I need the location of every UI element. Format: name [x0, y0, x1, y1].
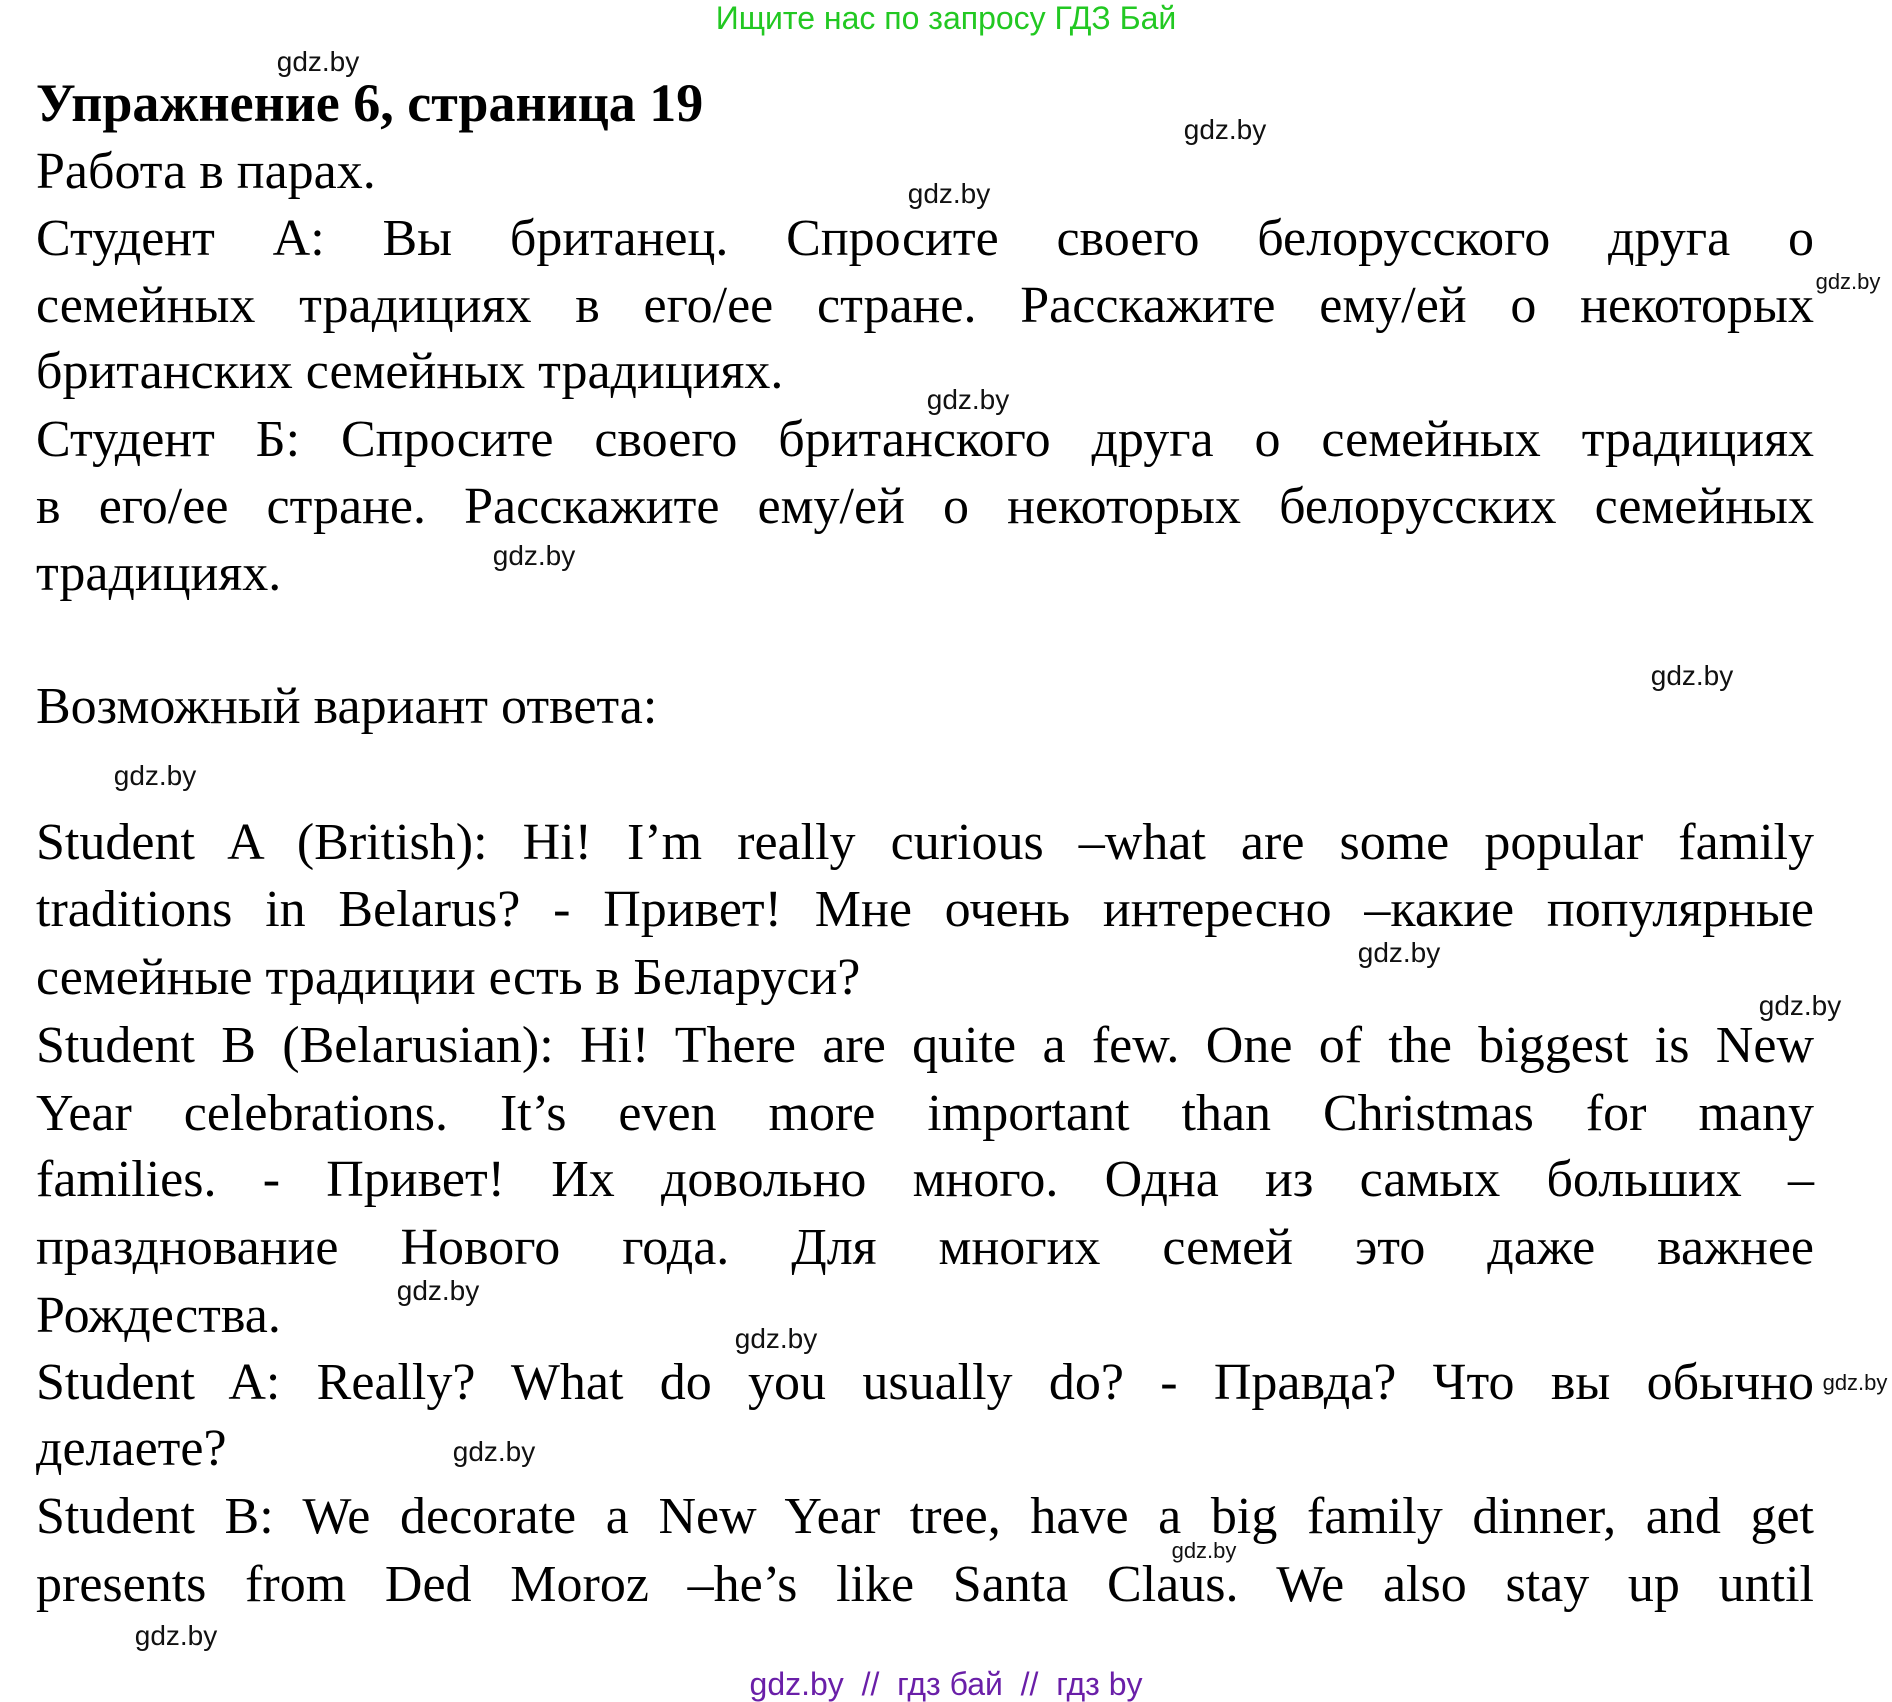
answer-line: делаете? — [36, 1420, 227, 1477]
watermark: gdz.by — [1650, 660, 1734, 691]
answer-line: presents from Ded Moroz –he’s like Santa Claus. We also stay up until — [36, 1556, 1814, 1613]
task-line: Работа в парах. — [36, 143, 376, 200]
answer-line: Student B (Belarusian): Hi! There are quite a few. One of the biggest is New — [36, 1017, 1814, 1074]
watermark: gdz.by — [1171, 1538, 1237, 1563]
answer-line: Student A (British): Hi! I’m really curious –what are some popular family — [36, 814, 1814, 871]
watermark: gdz.by — [134, 1620, 218, 1651]
task-line: британских семейных традициях. — [36, 343, 784, 400]
watermark: gdz.by — [452, 1436, 536, 1467]
watermark: gdz.by — [276, 46, 360, 77]
answer-line: Year celebrations. It’s even more important than Christmas for many — [36, 1085, 1814, 1142]
answer-line: празднование Нового года. Для многих семей это даже важнее — [36, 1219, 1814, 1276]
answer-line: traditions in Belarus? - Привет! Мне очень интересно –какие популярные — [36, 881, 1814, 938]
answer-line: Student B: We decorate a New Year tree, have a big family dinner, and get — [36, 1488, 1814, 1545]
task-line: Студент Б: Спросите своего британского друга о семейных традициях — [36, 411, 1814, 468]
watermark: gdz.by — [1822, 1370, 1888, 1395]
bottom-banner[interactable]: gdz.by // гдз бай // гдз by — [749, 1666, 1143, 1702]
watermark: gdz.by — [907, 178, 991, 209]
page-title: Упражнение 6, страница 19 — [36, 73, 704, 133]
watermark: gdz.by — [1183, 114, 1267, 145]
task-line: семейных традициях в его/ее стране. Расскажите ему/ей о некоторых — [36, 277, 1814, 334]
answer-line: Student A: Really? What do you usually do? - Правда? Что вы обычно — [36, 1354, 1814, 1411]
watermark: gdz.by — [492, 540, 576, 571]
watermark: gdz.by — [396, 1275, 480, 1306]
answer-heading: Возможный вариант ответа: — [36, 678, 658, 735]
answer-line: семейные традиции есть в Беларуси? — [36, 949, 861, 1006]
task-line: традициях. — [36, 545, 282, 602]
answer-line: families. - Привет! Их довольно много. Одна из самых больших – — [36, 1151, 1814, 1208]
task-line: Студент А: Вы британец. Спросите своего белорусского друга о — [36, 210, 1814, 267]
task-line: в его/ее стране. Расскажите ему/ей о некоторых белорусских семейных — [36, 478, 1814, 535]
top-banner[interactable]: Ищите нас по запросу ГДЗ Бай — [715, 0, 1177, 36]
watermark: gdz.by — [1357, 937, 1441, 968]
watermark: gdz.by — [1758, 990, 1842, 1021]
answer-line: Рождества. — [36, 1287, 281, 1344]
watermark: gdz.by — [734, 1323, 818, 1354]
watermark: gdz.by — [113, 760, 197, 791]
watermark: gdz.by — [926, 384, 1010, 415]
watermark: gdz.by — [1815, 269, 1881, 294]
